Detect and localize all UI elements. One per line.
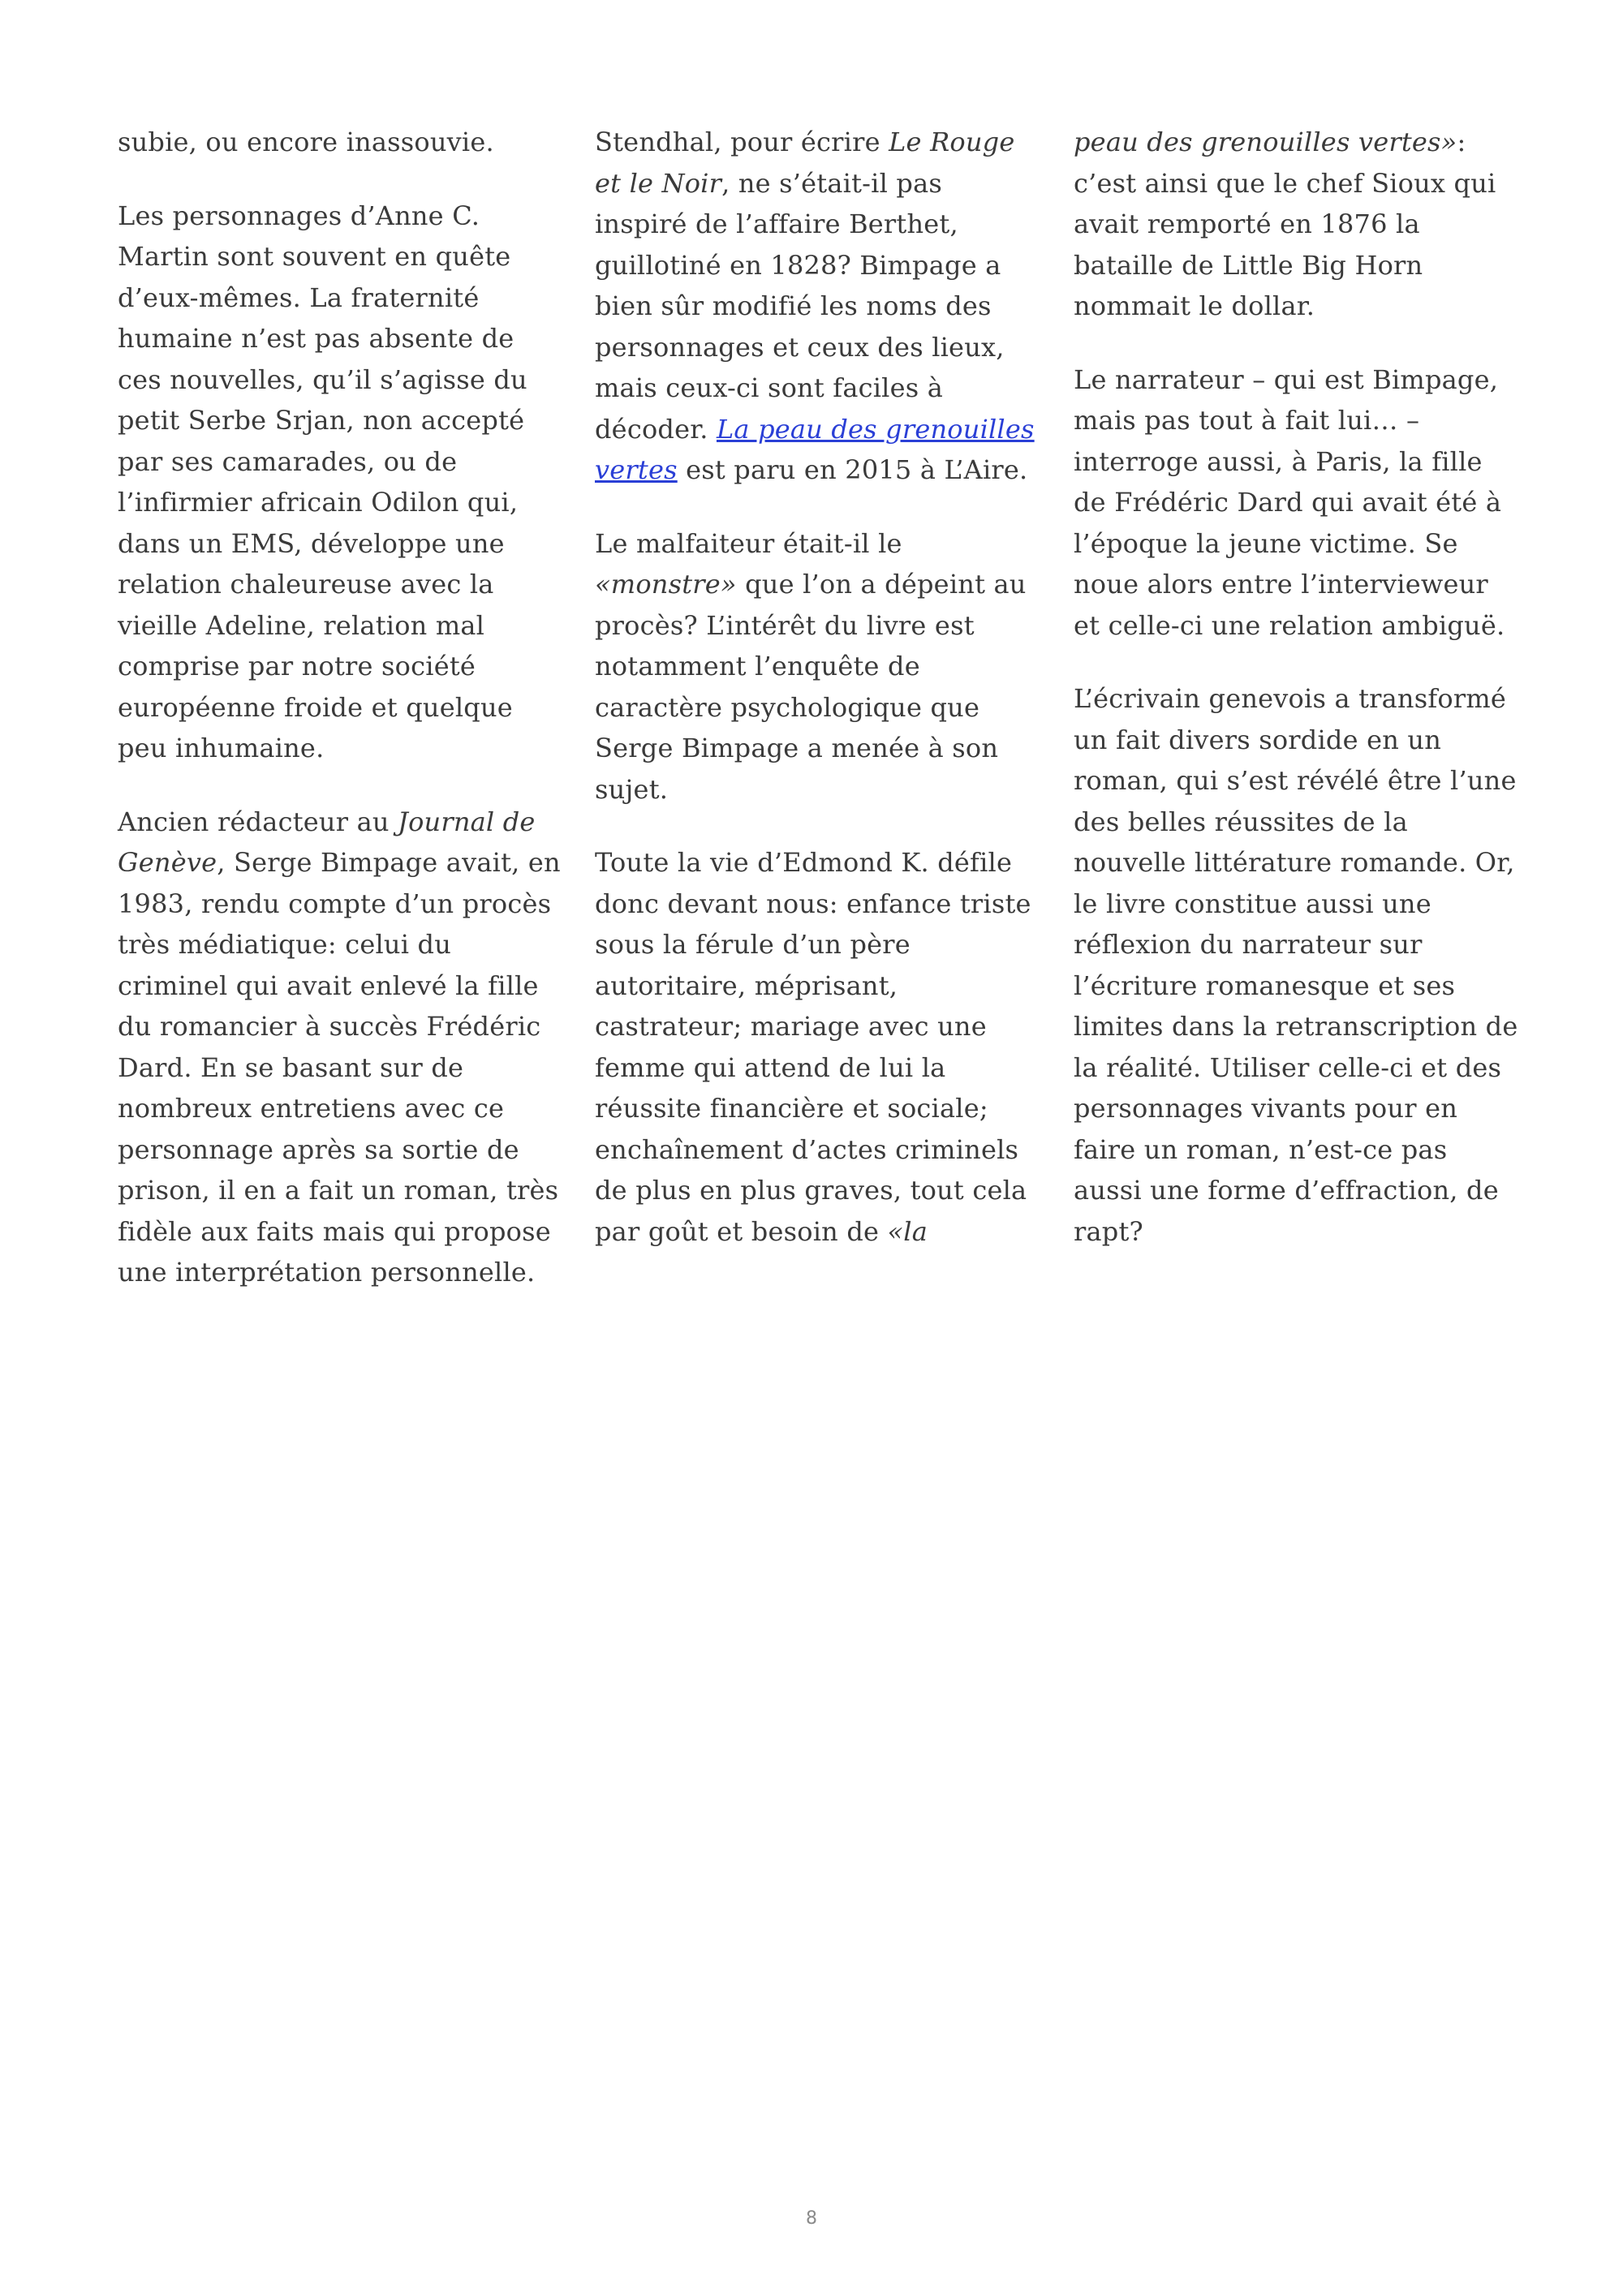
paragraph-ecrivain-genevois: L’écrivain genevois a transformé un fait divers sordide en un roman, qui s’est révélé être l’une des belles réussites de la nouvelle littérature romande. Or, le livre constitue aussi une réflexion du narrateur sur l’écriture romanesque et ses limites dans la retranscription de la réalité. Utiliser celle-ci et des personnages vivants pour en faire un roman, n’est-ce pas aussi une forme d’effraction, de rapt? bbox=[1074, 683, 1518, 1247]
text-column-1 bbox=[118, 122, 562, 1326]
text-run: est paru en 2015 à L’Aire. bbox=[677, 454, 1028, 485]
quoted-term: «monstre» bbox=[595, 569, 737, 600]
quoted-term: «la bbox=[887, 1215, 928, 1247]
paragraph-malfaiteur bbox=[595, 523, 1040, 810]
book-link-grenouilles[interactable]: La peau des grenouilles vertes bbox=[595, 413, 1035, 485]
text-run: , Serge Bimpage avait, en 1983, rendu compte d’un procès très médiatique: celui du criminel qui avait enlevé la fille du romancier à succès Frédéric Dard. En se basant sur de nombreux entretiens avec ce personnage après sa sortie de prison, il en a fait un roman, très fidèle aux faits mais qui propose une interprétation personnelle. bbox=[118, 847, 561, 1288]
text-run: que l’on a dépeint au procès? L’intérêt du livre est notamment l’enquête de caractère psychologique que Serge Bimpage a menée à son sujet. bbox=[595, 569, 1027, 805]
paragraph-sioux bbox=[1074, 122, 1518, 327]
text-run: Stendhal, pour écrire bbox=[595, 127, 889, 157]
paragraph-edmond-k bbox=[595, 842, 1040, 1252]
paragraph-continuation: subie, ou encore inassouvie. bbox=[118, 127, 494, 157]
newspaper-title: Journal de Genève bbox=[118, 806, 536, 878]
text-run: Toute la vie d’Edmond K. défile donc devant nous: enfance triste sous la férule d’un père autoritaire, méprisant, castrateur; mariage avec une femme qui attend de lui la réussite financière et sociale; enchaînement d’actes criminels de plus en plus graves, tout cela par goût et besoin de bbox=[595, 847, 1031, 1247]
text-run: Ancien rédacteur au bbox=[118, 806, 398, 837]
quoted-term: peau des grenouilles vertes» bbox=[1074, 127, 1457, 157]
paragraph-narrateur: Le narrateur – qui est Bimpage, mais pas tout à fait lui… – interroge aussi, à Paris, la fille de Frédéric Dard qui avait été à l’époque la jeune victime. Se noue alors entre l’intervieweur et celle-ci une relation ambiguë. bbox=[1074, 363, 1505, 641]
text-run: : c’est ainsi que le chef Sioux qui avait remporté en 1876 la bataille de Little Big Horn nommait le dollar. bbox=[1074, 127, 1496, 321]
text-run: , ne s’était-il pas inspiré de l’affaire Berthet, guillotiné en 1828? Bimpage a bien sûr modifié les noms des personnages et ceux des lieux, mais ceux-ci sont faciles à décoder. bbox=[595, 167, 1005, 445]
book-title-rouge-noir: Le Rouge et le Noir bbox=[595, 127, 1015, 199]
text-column-2 bbox=[595, 122, 1040, 1284]
paragraph-anne-martin: Les personnages d’Anne C. Martin sont souvent en quête d’eux-mêmes. La fraternité humaine n’est pas absente de ces nouvelles, qu’il s’agisse du petit Serbe Srjan, non accepté par ses camarades, ou de l’infirmier africain Odilon qui, dans un EMS, développe une relation chaleureuse avec la vieille Adeline, relation mal comprise par notre société européenne froide et quelque peu inhumaine. bbox=[118, 200, 527, 763]
paragraph-bimpage-intro bbox=[118, 802, 562, 1293]
text-run: Le malfaiteur était-il le bbox=[595, 527, 902, 559]
page-number: 8 bbox=[806, 2208, 817, 2229]
text-column-3 bbox=[1074, 122, 1518, 1284]
paragraph-stendhal bbox=[595, 122, 1040, 491]
